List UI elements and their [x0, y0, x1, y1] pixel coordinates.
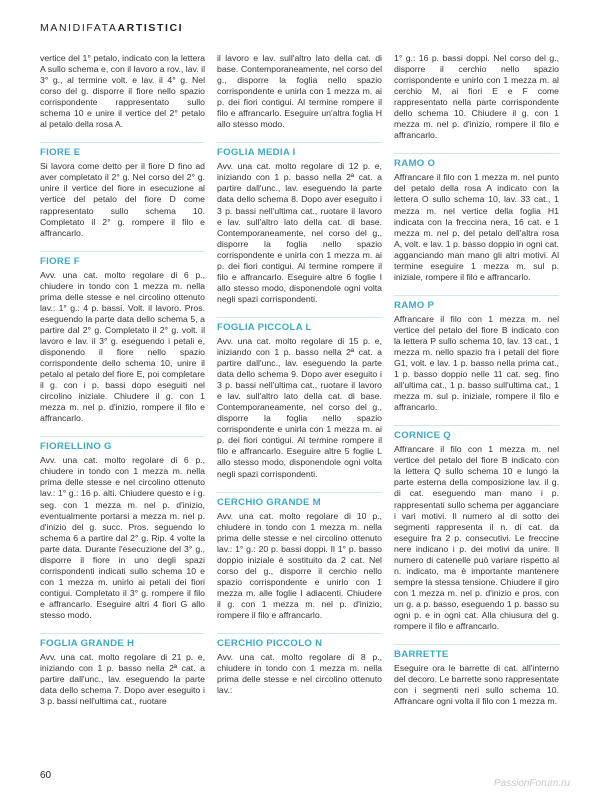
section-heading: RAMO P — [394, 295, 559, 311]
paragraph: Avv. una cat. molto regolare di 21 p. e, iniziando con 1 p. basso nella 2ª cat. a partire dall'unc., lav. eseguendo la parte data dello schema 7. Dopo aver eseguito i 3 p. bassi nell'ultima cat., ruotare — [40, 652, 205, 707]
paragraph: Avv. una cat. molto regolare di 8 p., chiudere in tondo con 1 mezza m. nella prima delle stesse e nel circolino ottenuto lav.: — [217, 652, 382, 696]
brand-bold: ARTISTICI — [117, 22, 184, 34]
brand-light: MANIDIFATA — [40, 22, 118, 34]
section-heading: FIORE F — [40, 251, 205, 267]
section-heading: CERCHIO GRANDE M — [217, 492, 382, 508]
paragraph: Eseguire ora le barrette di cat. all'interno del decoro. Le barrette sono rappresentate con i segmenti neri sullo schema 10. Affrancare ogni volta il filo con 1 mezza m. — [394, 663, 559, 707]
paragraph: Avv. una cat. molto regolare di 15 p. e, iniziando con 1 p. basso nella 2ª cat. a partire dall'unc., lav. eseguendo la parte data dello schema 9. Dopo aver eseguito i 3 p. bassi nell'ultima cat., ruotare il lavoro e lav. sull'altro lato della cat. di base. Contemporaneamente, nel corso del g., disporre la foglia nello spazio corrispondente e unirla con 1 mezza m. ai p. dei fiori contigui. Al termine rompere il filo e affrancarlo. Eseguire altre 5 foglie L allo stesso modo, disponendole ogni volta negli spazi corrispondenti. — [217, 335, 382, 479]
section-heading: CORNICE Q — [394, 425, 559, 441]
magazine-header — [40, 22, 183, 34]
section-heading: RAMO O — [394, 153, 559, 169]
page-number: 60 — [40, 770, 52, 781]
column-3 — [394, 53, 559, 768]
paragraph: Si lavora come detto per il fiore D fino ad aver completato il 2° g. Nel corso del 2° g. unire il vertice del fiore in esecuzione al vertice del petalo del fiore D come rappresentato sullo schema 10. Completato il 2° g. rompere il filo e affrancarlo. — [40, 161, 205, 238]
section-heading: FOGLIA PICCOLA L — [217, 317, 382, 333]
column-1 — [40, 53, 205, 768]
section-heading: FIORE E — [40, 142, 205, 158]
paragraph: Avv. una cat. molto regolare di 6 p., chiudere in tondo con 1 mezza m. nella prima delle stesse e nel circolino ottenuto lav.: 1° g.: 16 p. alti. Chiudere questo e i g. seg. con 1 mezza m. nel p. d'inizio, eventualmente portarsi a mezza m. nel p. d'inizio del g. succ. Pros. seguendo lo schema 6 a partire dal 2° g. Rip. 4 volte la parte data. Durante l'esecuzione del 3° g., disporre il fiore in uno degli spazi corrispondenti indicati sullo schema 10 e con 1 mezza m. unirlo ai petali dei fiori contigui. Completato il 3° g. rompere il filo e affrancarlo. Eseguire altri 4 fiori G allo stesso modo. — [40, 455, 205, 620]
section-heading: FIORELLINO G — [40, 436, 205, 452]
section-heading: FOGLIA GRANDE H — [40, 633, 205, 649]
watermark: PassionForum.ru — [493, 778, 570, 789]
paragraph: Avv. una cat. molto regolare di 12 p. e, iniziando con 1 p. basso nella 2ª cat. a partire dall'unc., lav. eseguendo la parte data dello schema 8. Dopo aver eseguito i 3 p. bassi nell'ultima cat., ruotare il lavoro e lav. sull'altro lato della cat. di base. Contemporaneamente, nel corso del g., disporre la foglia nello spazio corrispondente e unirla con 1 mezza m. ai p. dei fiori contigui. Al termine rompere il filo e affrancarlo. Eseguire altre 6 foglie I allo stesso modo, disponendole ogni volta negli spazi corrispondenti. — [217, 161, 382, 304]
text-columns — [40, 53, 560, 768]
paragraph: Avv. una cat. molto regolare di 10 p., chiudere in tondo con 1 mezza m. nella prima delle stesse e nel circolino ottenuto lav.: 1° g.: 20 p. bassi doppi. Il 1° p. basso doppio iniziale è sostituito da 2 cat. Nel corso del g., disporre il cerchio nello spazio corrispondente e unirlo con 1 mezza m. alle foglie I adiacenti. Chiudere il g. con 1 mezza m. nel p. d'inizio, rompere il filo e affrancarlo. — [217, 510, 382, 620]
section-heading: CERCHIO PICCOLO N — [217, 633, 382, 649]
section-heading: FOGLIA MEDIA I — [217, 142, 382, 158]
column-2 — [217, 53, 382, 768]
paragraph: Affrancare il filo con 1 mezza m. nel punto del petalo della rosa A indicato con la lettera O sullo schema 10, lav. 33 cat., 1 mezza m. nel vertice della foglia H1 indicata con la freccina nera, 16 cat. e 1 mezza m. nel p. del petalo dell'altra rosa A, volt. e lav. 1 p. basso doppio in ogni cat. agganciando man mano gli altri motivi. Al termine eseguire 1 mezza m. sul p. iniziale, rompere il filo e affrancarlo. — [394, 172, 559, 282]
paragraph: vertice del 1° petalo, indicato con la lettera A sullo schema e, con il lavoro a rov., lav. il 3° g., al termine volt. e lav. il 4° g. Nel corso del g. disporre il fiore nello spazio corrispondente rappresentato sullo schema 10 e unire il vertice del 2° petalo al petalo della rosa A. — [40, 53, 205, 130]
paragraph: il lavoro e lav. sull'altro lato della cat. di base. Contemporaneamente, nel corso del g., disporre la foglia nello spazio corrispondente e unirla con 1 mezza m. ai p. dei fiori contigui. Al termine rompere il filo e affrancarlo. Eseguire un'altra foglia H allo stesso modo. — [217, 53, 382, 130]
paragraph: Avv. una cat. molto regolare di 6 p., chiudere in tondo con 1 mezza m. nella prima delle stesse e nel circolino ottenuto lav.: 1° g.: 4 p. bassi. Volt. il lavoro. Pros. eseguendo la parte data dello schema 5, a partire dal 2° g. Completato il 2° g. volt. il lavoro e lav. il 3° g. eseguendo i petali e, disponendo il fiore nello spazio corrispondente dello schema 10, unire il petalo al petalo del fiore E, poi completare il g. con i p. bassi dopo eseguiti nel circolino iniziale. Chiudere il g. con 1 mezza m. nel p. d'inizio, rompere il filo e affrancarlo. — [40, 269, 205, 424]
paragraph: Affrancare il filo con 1 mezza m. nel vertice del petalo del fiore B indicato con la lettera P sullo schema 10, lav. 13 cat., 1 mezza m. nello spazio fra i petali del fiore G1, volt. e lav. 1 p. basso nella prima cat., 1 p. basso doppio nelle 11 cat. seg. fino all'ultima cat., 1 p. basso sull'ultima cat., 1 mezza m. sul p. iniziale, rompere il filo e affrancarlo. — [394, 313, 559, 413]
section-heading: BARRETTE — [394, 644, 559, 660]
paragraph: Affrancare il filo con 1 mezza m. nel vertice del petalo del fiore B indicato con la lettera Q sullo schema 10 e lungo la parte esterna della composizione lav. il g. di cat. eseguendo man mano i p. rappresentati sullo schema per agganciare i vari motivi. Il numero al di sotto dei segmenti rappresenta il n. di cat. da eseguire fra 2 p. consecutivi. Le freccine nere indicano i p. dei motivi da unire. Il numero di catenelle può variare rispetto al n. indicato, ma è importante mantenere sempre la stessa tensione. Chiudere il giro con 1 mezza m. nel p. d'inizio e pros. con un g. a p. basso, eseguendo 1 p. basso su ogni p. e in ogni cat. Alla chiusura del g. rompere il filo e affrancarlo. — [394, 444, 559, 632]
paragraph: 1° g.: 16 p. bassi doppi. Nel corso del g., disporre il cerchio nello spazio corrispondente e unirlo con 1 mezza m. al cerchio M, ai fiori E e F come rappresentato nella parte corrispondente dello schema 10. Chiudere il g. con 1 mezza m. nel p. d'inizio, rompere il filo e affrancarlo. — [394, 53, 559, 141]
